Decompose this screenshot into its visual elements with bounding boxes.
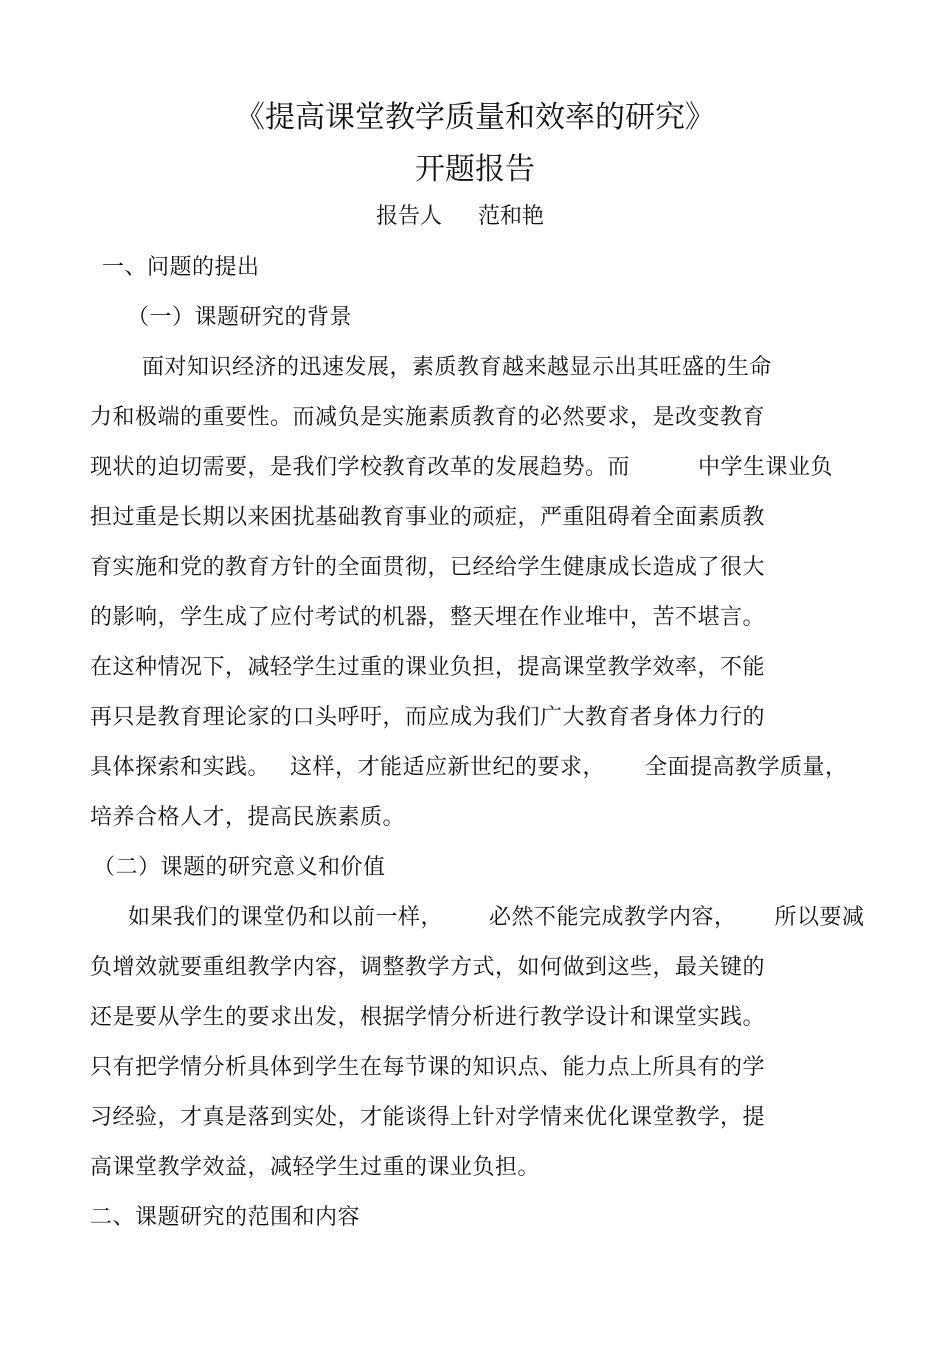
paragraph-line: 的影响，学生成了应付考试的机器，整天埋在作业堆中，苦不堪言。 bbox=[90, 605, 766, 630]
paragraph-fragment: 现状的迫切需要，是我们学校教育改革的发展趋势。而 bbox=[90, 455, 631, 480]
reporter-line bbox=[0, 202, 920, 232]
paragraph-line bbox=[128, 903, 865, 933]
paragraph-fragment: 如果我们的课堂仍和以前一样， bbox=[128, 905, 444, 930]
section-heading-2: 二、课题研究的范围和内容 bbox=[90, 1205, 361, 1230]
paragraph-line bbox=[90, 453, 833, 483]
reporter-label: 报告人 bbox=[375, 204, 442, 229]
paragraph-line: 育实施和党的教育方针的全面贯彻，已经给学生健康成长造成了很大 bbox=[90, 555, 766, 580]
paragraph-line: 培养合格人才，提高民族素质。 bbox=[90, 805, 406, 830]
paragraph-line: 担过重是长期以来困扰基础教育事业的顽症，严重阻碍着全面素质教 bbox=[90, 505, 766, 530]
paragraph-fragment: 必然不能完成教学内容， bbox=[489, 905, 737, 930]
paragraph-line: 高课堂教学效益，减轻学生过重的课业负担。 bbox=[90, 1155, 541, 1180]
document-subtitle: 开题报告 bbox=[415, 152, 535, 187]
document-title: 《提高课堂教学质量和效率的研究》 bbox=[235, 100, 715, 135]
paragraph-fragment: 具体探索和实践。 bbox=[90, 755, 271, 780]
paragraph-line: 再只是教育理论家的口头呼吁，而应成为我们广大教育者身体力行的 bbox=[90, 705, 766, 730]
paragraph-line: 习经验，才真是落到实处，才能谈得上针对学情来优化课堂教学，提 bbox=[90, 1105, 766, 1130]
subsection-heading-1-2: （二）课题的研究意义和价值 bbox=[93, 855, 386, 880]
paragraph-line bbox=[90, 753, 848, 783]
reporter-name: 范和艳 bbox=[478, 204, 545, 229]
paragraph-fragment: 全面提高教学质量， bbox=[645, 755, 848, 780]
paragraph-fragment: 这样，才能适应新世纪的要求， bbox=[290, 755, 606, 780]
paragraph-fragment: 所以要减 bbox=[774, 905, 865, 930]
paragraph-line: 力和极端的重要性。而减负是实施素质教育的必然要求，是改变教育 bbox=[90, 405, 766, 430]
paragraph-fragment: 中学生课业负 bbox=[698, 455, 834, 480]
paragraph-line: 在这种情况下，减轻学生过重的课业负担，提高课堂教学效率，不能 bbox=[90, 655, 766, 680]
subsection-heading-1-1: （一）课题研究的背景 bbox=[127, 305, 353, 330]
paragraph-line: 只有把学情分析具体到学生在每节课的知识点、能力点上所具有的学 bbox=[90, 1055, 766, 1080]
section-heading-1: 一、问题的提出 bbox=[102, 255, 260, 280]
paragraph-line: 面对知识经济的迅速发展，素质教育越来越显示出其旺盛的生命 bbox=[142, 355, 773, 380]
paragraph-line: 还是要从学生的要求出发，根据学情分析进行教学设计和课堂实践。 bbox=[90, 1005, 766, 1030]
paragraph-line: 负增效就要重组教学内容，调整教学方式，如何做到这些，最关键的 bbox=[90, 955, 766, 980]
